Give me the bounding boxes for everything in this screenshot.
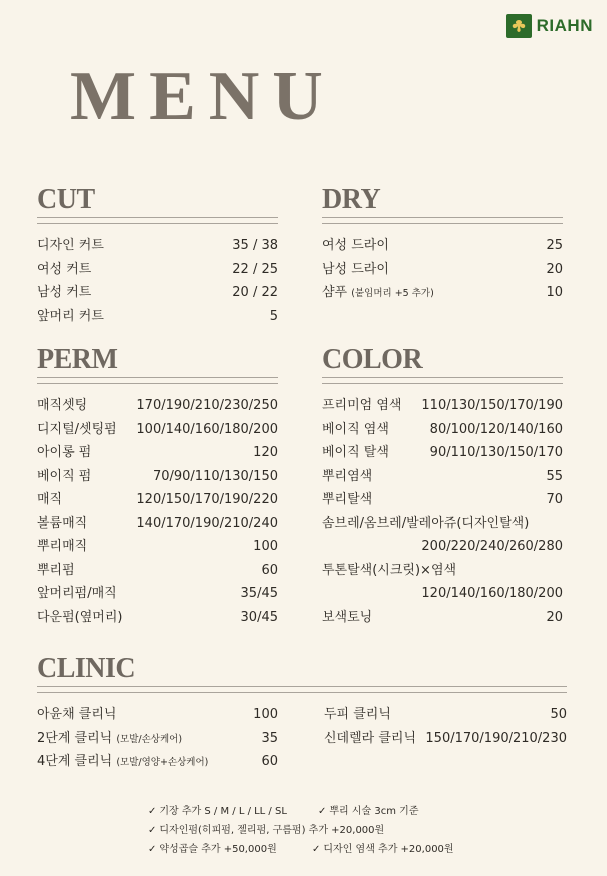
item-price: 22 / 25 [232,261,278,277]
dry-section [322,186,563,305]
item-price: 120/140/160/180/200 [421,586,563,601]
menu-item [322,559,563,583]
item-price: 35 / 38 [232,238,278,253]
menu-item [37,394,278,418]
cut-rule [37,217,278,224]
perm-section [37,346,278,629]
menu-item-price-line [322,535,563,559]
menu-item [37,465,278,489]
item-name: 신데렐라 클리닉 [324,730,417,746]
item-name: 4단계 클리닉 (모발/영양+손상케어) [37,754,209,769]
menu-item [37,305,278,329]
menu-item [322,512,563,536]
item-name: 두피 클리닉 [324,707,391,722]
item-name: 아이롱 펌 [37,445,92,460]
menu-item [37,234,278,258]
menu-item [322,281,563,305]
item-price: 200/220/240/260/280 [421,539,563,554]
check-icon: ✓ [148,825,157,836]
brand-logo [506,14,593,38]
dry-title: DRY [322,184,381,215]
item-price: 60 [261,754,278,769]
menu-item [37,606,278,630]
check-icon: ✓ [312,844,321,855]
item-price: 5 [269,308,278,324]
item-name: 디지털/셋팅펌 [37,421,117,437]
item-price: 100 [253,539,278,554]
item-price: 100/140/160/180/200 [136,421,278,437]
clinic-section [37,655,567,774]
item-note: (붙임머리 +5 추가) [351,288,434,299]
cut-title: CUT [37,184,95,215]
item-name: 투톤탈색(시크릿)×염색 [322,562,457,578]
note-line [148,840,478,859]
note-line [148,802,478,821]
menu-item [37,703,278,727]
item-name: 프리미엄 염색 [322,398,402,413]
menu-item [37,488,278,512]
clinic-rule [37,686,567,693]
item-price: 140/170/190/210/240 [136,515,278,531]
item-price: 25 [546,238,563,253]
clinic-right-column [324,703,567,774]
menu-item [37,512,278,536]
note-item: ✓ 기장 추가 S / M / L / LL / SL [148,802,318,821]
check-icon: ✓ [148,844,157,855]
item-price: 20 [546,261,563,277]
item-price: 90/110/130/150/170 [429,445,563,460]
item-price: 35/45 [240,586,278,601]
clinic-title: CLINIC [37,653,136,684]
item-name: 뿌리염색 [322,468,373,484]
menu-item-price-line [322,582,563,606]
item-price: 110/130/150/170/190 [421,398,563,413]
item-name: 디자인 커트 [37,238,104,253]
menu-item [37,281,278,305]
color-section [322,346,563,629]
note-item: ✓ 디자인 염색 추가 +20,000원 [312,840,454,859]
item-price: 30/45 [240,609,278,625]
item-name: 뿌리탈색 [322,492,373,507]
menu-item [322,258,563,282]
item-name: 매직셋팅 [37,398,88,413]
item-price: 150/170/190/210/230 [425,730,567,746]
item-name: 다운펌(옆머리) [37,609,123,625]
menu-item [324,703,567,727]
menu-item [322,418,563,442]
note-line [148,821,478,840]
item-name: 앞머리펌/매직 [37,586,117,601]
item-price: 120 [253,445,278,460]
item-name: 베이직 탈색 [322,445,389,460]
menu-item [37,441,278,465]
item-name: 베이직 펌 [37,468,92,484]
item-price: 70/90/110/130/150 [152,468,278,484]
menu-item [37,750,278,774]
menu-item [37,582,278,606]
item-price: 35 [261,730,278,746]
page-title: MENU [70,58,336,135]
color-rule [322,377,563,384]
dry-rule [322,217,563,224]
item-price: 20 [546,609,563,625]
color-title: COLOR [322,344,423,375]
item-price: 80/100/120/140/160 [429,421,563,437]
item-name: 베이직 염색 [322,421,389,437]
menu-item [37,559,278,583]
menu-item [37,535,278,559]
item-price: 50 [550,707,567,722]
item-price: 100 [253,707,278,722]
check-icon: ✓ [148,806,157,817]
item-price: 120/150/170/190/220 [136,492,278,507]
item-name: 남성 커트 [37,285,92,300]
item-name: 뿌리펌 [37,562,75,578]
item-price: 55 [546,468,563,484]
check-icon: ✓ [318,806,327,817]
item-name: 남성 드라이 [322,261,389,277]
menu-item [322,606,563,630]
item-name: 여성 커트 [37,261,92,277]
item-price: 170/190/210/230/250 [136,398,278,413]
item-name: 보색토닝 [322,609,373,625]
item-name: 매직 [37,492,63,507]
item-price: 70 [546,492,563,507]
item-note: (모발/손상케어) [116,733,183,745]
menu-item [322,465,563,489]
menu-item [324,727,567,751]
notes [148,802,478,859]
menu-item [37,258,278,282]
item-name: 샴푸 (붙임머리 +5 추가) [322,285,434,300]
item-price: 10 [546,285,563,300]
clinic-left-column [37,703,278,774]
menu-item [37,727,278,751]
item-name: 2단계 클리닉 (모발/손상케어) [37,730,183,746]
menu-item [322,394,563,418]
menu-item [37,418,278,442]
item-name: 뿌리매직 [37,539,88,554]
note-item: ✓ 디자인펌(히피펌, 젤리펌, 구름펌) 추가 +20,000원 [148,821,384,840]
perm-title: PERM [37,344,118,375]
item-name: 여성 드라이 [322,238,389,253]
item-name: 아윤채 클리닉 [37,707,117,722]
cut-section [37,186,278,328]
item-note: (모발/영양+손상케어) [116,757,209,768]
item-price: 20 / 22 [232,285,278,300]
brand-name: RIAHN [536,16,593,35]
item-price: 60 [261,562,278,578]
logo-emblem-icon [506,14,532,38]
item-name: 볼륨매직 [37,515,88,531]
item-name: 솜브레/옴브레/발레아쥬(디자인탈색) [322,515,530,531]
item-name: 앞머리 커트 [37,308,104,324]
menu-item [322,234,563,258]
note-item: ✓ 뿌리 시술 3cm 기준 [318,802,419,821]
menu-item [322,441,563,465]
note-item: ✓ 약성곱슬 추가 +50,000원 [148,840,312,859]
perm-rule [37,377,278,384]
menu-item [322,488,563,512]
